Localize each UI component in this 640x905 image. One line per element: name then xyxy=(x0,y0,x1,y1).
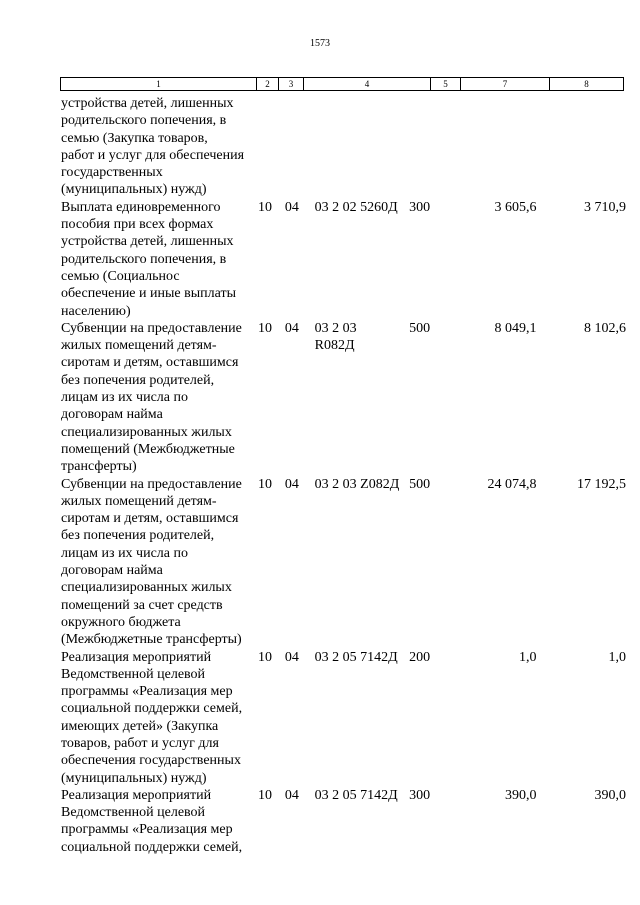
row-name: Выплата единовременного пособия при всех формах устройства детей, лишенных родительского попечения, в семью (Социальнос обеспечение и иные выплаты населению) xyxy=(61,199,236,319)
row-subsection xyxy=(282,95,315,199)
row-amount-1: 8 049,1 xyxy=(494,320,537,336)
header-col-5: 5 xyxy=(431,78,461,90)
page-number: 1573 xyxy=(310,38,330,49)
row-expense-type xyxy=(409,95,436,199)
header-col-2: 2 xyxy=(257,78,279,90)
header-col-4: 4 xyxy=(304,78,431,90)
table-row xyxy=(61,649,626,787)
row-section xyxy=(258,95,282,199)
row-target-article: 03 2 02 5260Д xyxy=(314,199,398,215)
table-row xyxy=(61,787,626,856)
row-amount-2: 1,0 xyxy=(608,649,627,665)
header-col-3: 3 xyxy=(279,78,304,90)
header-col-7: 7 xyxy=(461,78,550,90)
row-subsection: 04 xyxy=(284,320,299,336)
row-subsection: 04 xyxy=(284,787,299,803)
row-name: устройства детей, лишенных родительского попечения, в семью (Закупка товаров, работ и услуг для обеспечения государственных (муниципальных) нужд) xyxy=(61,96,245,198)
table-row xyxy=(61,320,626,476)
row-section: 10 xyxy=(257,649,272,665)
row-subsection: 04 xyxy=(284,199,299,215)
row-name: Субвенции на предоставление жилых помещений детям- сиротам и детям, оставшимся без попечения родителей, лицам из их числа по договорам найма специализированных жилых помещений (Межбюджетные трансферты) xyxy=(61,320,242,475)
row-name: Реализация мероприятий Ведомственной целевой программы «Реализация мер социальной поддержки семей, имеющих детей» (Закупка товаров, работ и услуг для обеспечения государственных (муниципальных) нужд) xyxy=(61,649,243,786)
row-target-article: 03 2 03 R082Д xyxy=(314,320,357,354)
row-amount-2: 8 102,6 xyxy=(584,320,627,336)
table-row xyxy=(61,199,626,320)
row-expense-type: 300 xyxy=(409,199,431,215)
row-expense-type: 500 xyxy=(409,476,431,492)
row-name: Субвенции на предоставление жилых помещений детям- сиротам и детям, оставшимся без попечения родителей, лицам из их числа по договорам найма специализированных жилых помещений за счет средств окружного бюджета (Межбюджетные трансферты) xyxy=(61,476,242,648)
row-expense-type: 300 xyxy=(409,787,431,803)
row-expense-type: 500 xyxy=(409,320,431,336)
row-target-article: 03 2 05 7142Д xyxy=(314,649,398,665)
row-amount-2 xyxy=(537,95,627,199)
row-amount-2: 17 192,5 xyxy=(577,476,627,492)
row-section: 10 xyxy=(257,787,272,803)
row-amount-1: 24 074,8 xyxy=(487,476,537,492)
table-row xyxy=(61,95,626,199)
row-amount-1 xyxy=(436,95,536,199)
row-subsection: 04 xyxy=(284,476,299,492)
row-name: Реализация мероприятий Ведомственной целевой программы «Реализация мер социальной поддержки семей, xyxy=(61,787,243,855)
row-amount-1: 1,0 xyxy=(519,649,537,665)
row-section: 10 xyxy=(257,199,272,215)
table-header xyxy=(60,77,624,91)
row-section: 10 xyxy=(257,476,272,492)
row-subsection: 04 xyxy=(284,649,299,665)
row-amount-2: 3 710,9 xyxy=(584,199,627,215)
row-amount-1: 3 605,6 xyxy=(494,199,537,215)
row-expense-type: 200 xyxy=(409,649,431,665)
row-target-article: 03 2 03 Z082Д xyxy=(314,476,400,492)
table-row xyxy=(61,476,626,649)
header-col-1: 1 xyxy=(61,78,257,90)
row-amount-2: 390,0 xyxy=(594,787,627,803)
row-section: 10 xyxy=(257,320,272,336)
row-target-article xyxy=(315,95,410,199)
table-body xyxy=(61,95,626,856)
row-target-article: 03 2 05 7142Д xyxy=(314,787,398,803)
row-amount-1: 390,0 xyxy=(505,787,537,803)
header-col-8: 8 xyxy=(584,79,589,89)
